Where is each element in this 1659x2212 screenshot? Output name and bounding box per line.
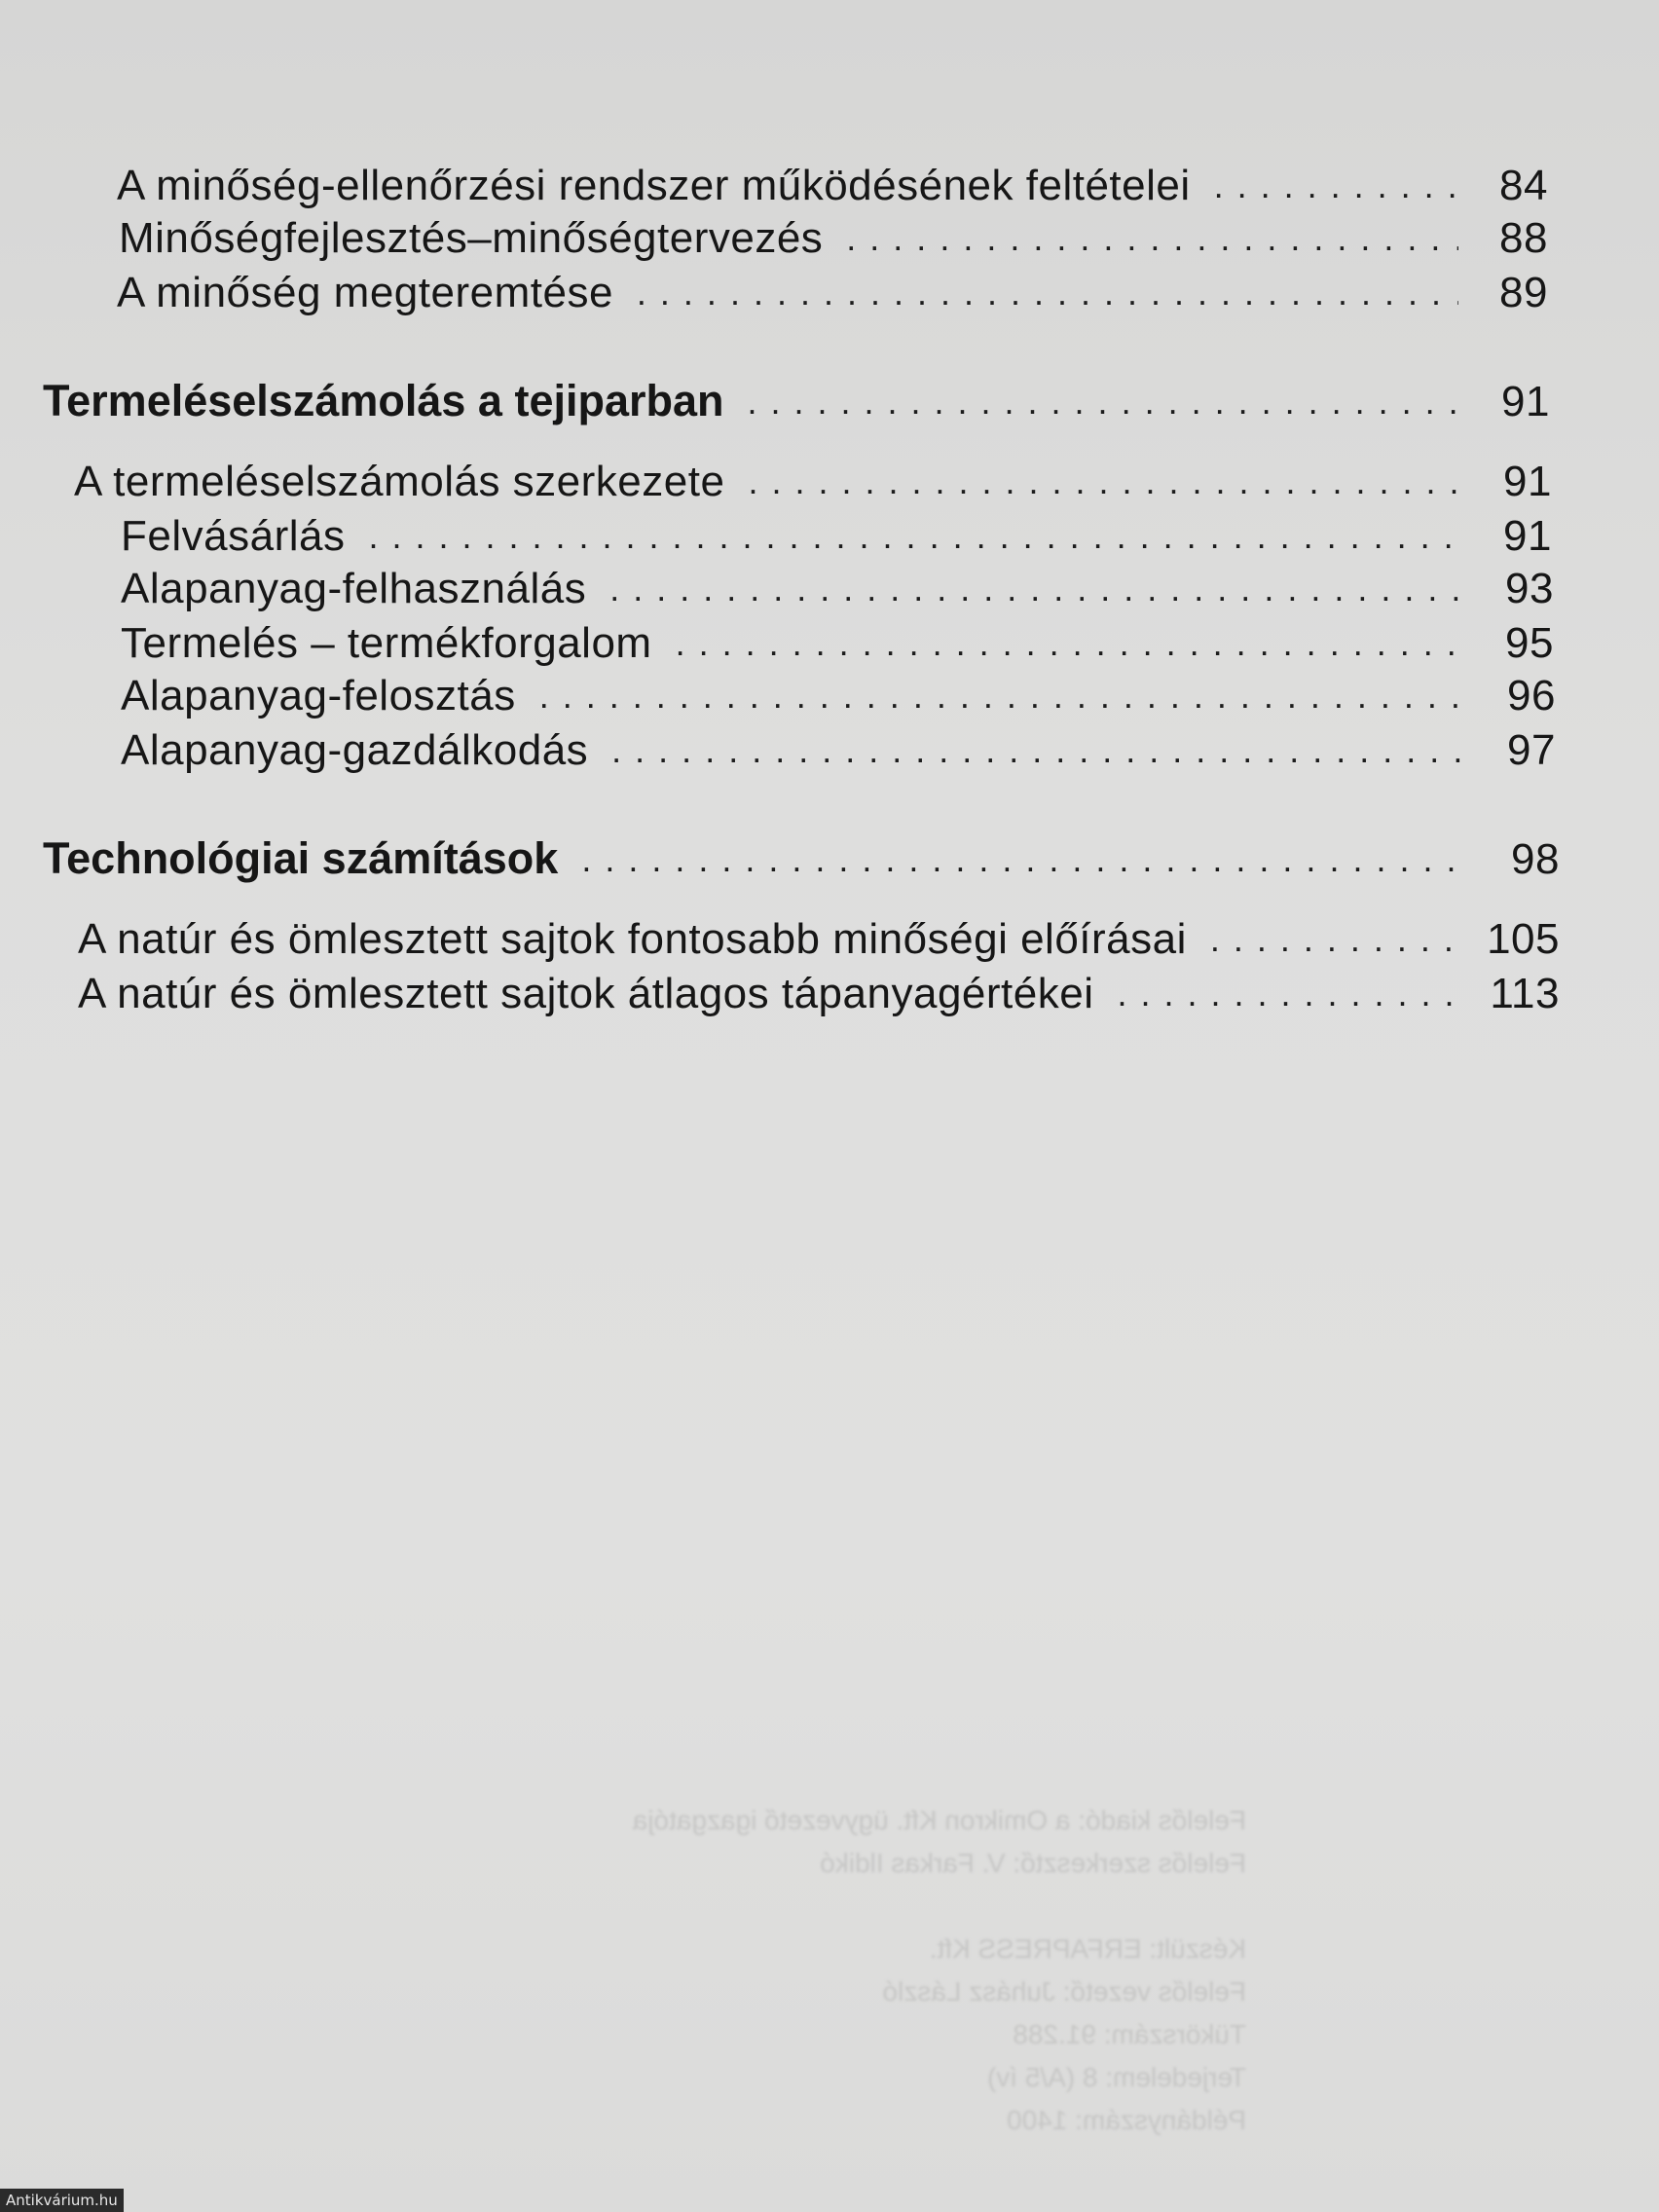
toc-page-number: 91 — [1503, 512, 1552, 560]
toc-entry-title: A natúr és ömlesztett sajtok fontosabb minőségi előírásai — [78, 915, 1187, 963]
dot-leader — [611, 730, 1466, 771]
imprint-line: Felelős kiadó: a Omikron Kft. ügyvezető igazgatója — [632, 1805, 1246, 1835]
imprint-line: Felelős vezető: Juhász László — [882, 1976, 1246, 2007]
toc-entry-title: Minőségfejlesztés–minőségtervezés — [119, 214, 824, 262]
toc-entry — [121, 619, 1554, 668]
toc-page-number: 91 — [1501, 378, 1550, 425]
toc-entry — [117, 269, 1548, 317]
dot-leader — [1210, 919, 1465, 960]
toc-entry — [119, 214, 1548, 263]
toc-section-heading — [43, 833, 1560, 884]
toc-entry-title: Alapanyag-gazdálkodás — [121, 726, 589, 774]
toc-section-heading — [43, 376, 1550, 426]
toc-entry — [117, 162, 1548, 210]
dot-leader — [748, 382, 1461, 423]
toc-page-number: 97 — [1507, 726, 1556, 774]
watermark-label: Antikvárium.hu — [0, 2189, 124, 2212]
toc-entry — [78, 970, 1560, 1018]
dot-leader — [846, 218, 1458, 259]
toc-page-number: 84 — [1499, 162, 1548, 209]
dot-leader — [676, 623, 1464, 664]
toc-entry-title: Termelés – termékforgalom — [121, 619, 652, 667]
dot-leader — [539, 676, 1466, 717]
dot-leader — [368, 516, 1462, 557]
toc-page-number: 89 — [1499, 269, 1548, 316]
dot-leader — [748, 461, 1462, 502]
toc-entry — [74, 458, 1552, 506]
toc-entry-title: Felvásárlás — [121, 512, 346, 560]
toc-entry-title: A termeléselszámolás szerkezete — [74, 458, 725, 505]
toc-entry-title: Alapanyag-felosztás — [121, 672, 516, 719]
dot-leader — [1117, 974, 1468, 1014]
toc-entry-title: A natúr és ömlesztett sajtok átlagos tápanyagértékei — [78, 970, 1094, 1017]
toc-entry-title: A minőség megteremtése — [117, 269, 613, 316]
toc-page-number: 88 — [1499, 214, 1548, 262]
toc-section-title: Termeléselszámolás a tejiparban — [43, 376, 724, 425]
toc-entry — [121, 672, 1556, 720]
dot-leader — [609, 569, 1464, 609]
dot-leader — [637, 273, 1458, 313]
dot-leader — [581, 839, 1470, 880]
dot-leader — [1214, 166, 1458, 206]
toc-section-title: Technológiai számítások — [43, 833, 559, 883]
toc-page-number: 93 — [1505, 565, 1554, 612]
toc-page-number: 96 — [1507, 672, 1556, 719]
toc-page-number: 113 — [1490, 970, 1560, 1017]
toc-entry — [121, 512, 1552, 561]
toc-page-number: 91 — [1503, 458, 1552, 505]
toc-entry — [121, 726, 1556, 775]
imprint-showthrough — [584, 1801, 1246, 2144]
imprint-line: Készült: ERFAPRESS Kft. — [929, 1934, 1246, 1964]
toc-entry — [78, 915, 1560, 964]
toc-entry — [121, 565, 1554, 613]
imprint-line: Felelős szerkesztő: V. Farkas Ildikó — [820, 1848, 1246, 1878]
toc-page-number: 98 — [1511, 835, 1560, 883]
toc-entry-title: A minőség-ellenőrzési rendszer működésének feltételei — [117, 162, 1191, 209]
toc-page-number: 105 — [1487, 915, 1560, 963]
toc-page-number: 95 — [1505, 619, 1554, 667]
imprint-line: Példányszám: 1400 — [1007, 2105, 1246, 2135]
toc-entry-title: Alapanyag-felhasználás — [121, 565, 587, 612]
spacer — [584, 1887, 1246, 1926]
imprint-line: Terjedelem: 8 (A/5 ív) — [986, 2062, 1246, 2092]
imprint-line: Tükörszám: 91.288 — [1013, 2019, 1246, 2049]
